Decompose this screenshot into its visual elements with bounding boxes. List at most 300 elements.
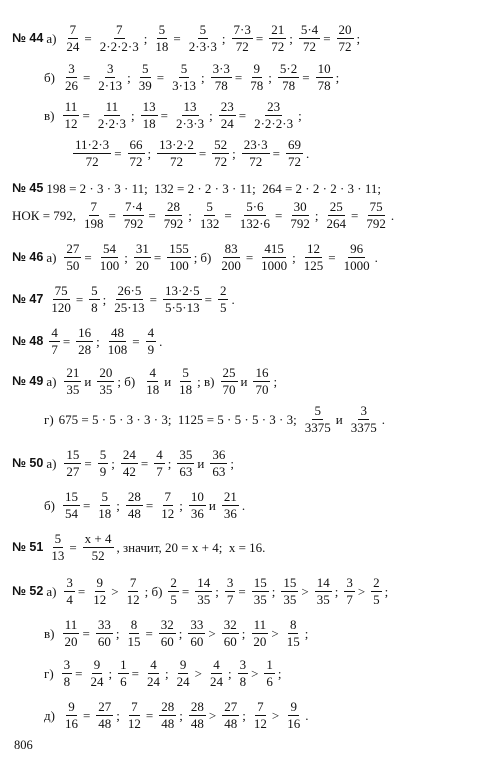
problem-number: № 50 xyxy=(12,455,44,470)
text-token: = xyxy=(198,145,207,161)
fraction-numerator: 3·3 xyxy=(212,61,230,76)
fraction-denominator: 72 xyxy=(214,153,228,169)
text-token: ; xyxy=(271,583,276,599)
page-number: 806 xyxy=(14,738,33,752)
fraction xyxy=(189,490,206,520)
fraction-numerator: 7 xyxy=(129,575,137,590)
fraction-numerator: 13 xyxy=(142,99,156,114)
fraction-numerator: 5 xyxy=(206,199,213,214)
fraction-numerator: 36 xyxy=(212,447,226,462)
fraction-numerator: 52 xyxy=(214,137,228,152)
text-token: ; xyxy=(334,583,339,599)
fraction xyxy=(302,242,326,272)
fraction xyxy=(288,200,312,230)
fraction xyxy=(344,576,355,606)
fraction-numerator: 1 xyxy=(266,657,273,672)
text-token: = xyxy=(145,625,153,641)
fraction xyxy=(248,62,265,92)
fraction-denominator: 132 xyxy=(199,215,220,231)
fraction xyxy=(198,200,222,230)
fraction-denominator: 72 xyxy=(169,153,183,169)
fraction-numerator: 3 xyxy=(68,61,75,76)
text-token: = xyxy=(173,30,181,46)
fraction-denominator: 72 xyxy=(129,153,143,169)
fraction-denominator: 4 xyxy=(66,591,73,607)
text-token: = xyxy=(114,145,122,161)
fraction-denominator: 12 xyxy=(161,505,175,521)
fraction xyxy=(349,404,379,434)
line-52d xyxy=(44,700,311,730)
fraction-numerator: 7 xyxy=(164,489,172,504)
part-label: в) xyxy=(44,625,55,641)
text-token: ; xyxy=(193,249,198,265)
text-token: = xyxy=(148,207,156,223)
fraction xyxy=(252,700,269,730)
fraction-numerator: 9 xyxy=(290,699,297,714)
text-token: и xyxy=(240,373,248,389)
fraction xyxy=(259,242,289,272)
text-token: = xyxy=(181,583,190,599)
fraction-denominator: 100 xyxy=(169,257,189,273)
fraction-numerator: 11 xyxy=(64,99,78,114)
fraction-numerator: 3 xyxy=(226,575,234,590)
fraction-numerator: 13 xyxy=(183,99,197,114)
text-token: = xyxy=(238,107,247,123)
fraction-numerator: 9 xyxy=(179,657,187,672)
fraction-denominator: 24 xyxy=(90,673,104,689)
part-label: а) xyxy=(46,373,57,389)
fraction xyxy=(97,366,114,396)
fraction-numerator: 30 xyxy=(293,199,307,214)
fraction-numerator: 5 xyxy=(54,531,62,546)
fraction-denominator: 18 xyxy=(142,115,156,131)
fraction xyxy=(62,658,73,688)
fraction-denominator: 42 xyxy=(122,463,136,479)
fraction-numerator: 8 xyxy=(130,617,138,632)
fraction-numerator: 5 xyxy=(314,403,321,418)
fraction xyxy=(211,62,232,92)
fraction xyxy=(89,284,100,314)
fraction xyxy=(285,618,302,648)
fraction-denominator: 16 xyxy=(64,715,78,731)
text-token: = xyxy=(62,333,71,349)
fraction-numerator: 96 xyxy=(350,241,364,256)
text-token: = xyxy=(255,30,264,46)
fraction-denominator: 18 xyxy=(146,381,160,397)
fraction-numerator: 16 xyxy=(78,325,92,340)
text-token: и xyxy=(208,497,216,513)
text-token: , значит, 20 = x + 4; x = 16. xyxy=(116,539,266,555)
fraction xyxy=(221,366,238,396)
part-label: б) xyxy=(44,497,55,513)
fraction-numerator: 9 xyxy=(96,575,104,590)
text-token: ; xyxy=(143,30,148,46)
fraction xyxy=(208,658,225,688)
fraction-numerator: 27 xyxy=(66,241,80,256)
text-token: ; xyxy=(167,455,172,471)
line-45 xyxy=(12,182,384,195)
fraction xyxy=(49,284,73,314)
fraction-denominator: 792 xyxy=(163,215,184,231)
fraction xyxy=(64,576,75,606)
text-token: ; xyxy=(277,665,282,681)
fraction xyxy=(76,326,93,356)
fraction-denominator: 792 xyxy=(366,215,386,231)
text-token: = xyxy=(132,333,140,349)
line-46 xyxy=(12,242,381,272)
fraction xyxy=(253,366,270,396)
fraction xyxy=(225,576,236,606)
fraction-numerator: 9 xyxy=(68,699,75,714)
fraction xyxy=(73,138,111,168)
fraction-denominator: 78 xyxy=(250,77,264,93)
fraction-denominator: 12 xyxy=(127,715,141,731)
fraction-numerator: 1 xyxy=(120,657,127,672)
fraction-numerator: 54 xyxy=(103,241,117,256)
fraction-denominator: 6 xyxy=(120,673,127,689)
fraction-denominator: 8 xyxy=(239,673,247,689)
fraction-numerator: 83 xyxy=(224,241,238,256)
problem-number: № 47 xyxy=(12,291,44,306)
problem-number: № 51 xyxy=(12,539,44,554)
fraction-denominator: 7 xyxy=(346,591,353,607)
fraction-denominator: 52 xyxy=(91,547,105,563)
text-token: = xyxy=(351,207,359,223)
fraction-numerator: 21 xyxy=(271,22,285,37)
fraction xyxy=(63,62,80,92)
fraction-denominator: 264 xyxy=(326,215,346,231)
fraction-denominator: 1000 xyxy=(343,257,370,273)
fraction-numerator: 20 xyxy=(338,22,352,37)
fraction-numerator: 28 xyxy=(166,199,180,214)
text-token: = xyxy=(82,69,91,85)
fraction-numerator: 4 xyxy=(150,657,157,672)
text-token: . xyxy=(305,145,310,161)
fraction-numerator: 5 xyxy=(91,283,98,298)
fraction-numerator: 3 xyxy=(63,657,71,672)
fraction-denominator: 60 xyxy=(97,633,111,649)
fraction-numerator: 23·3 xyxy=(243,137,268,152)
fraction-numerator: 33 xyxy=(190,617,204,632)
text-token: . xyxy=(374,249,378,265)
fraction-denominator: 12 xyxy=(64,115,78,131)
fraction-denominator: 78 xyxy=(282,77,296,93)
text-token: = xyxy=(145,497,154,513)
fraction-numerator: 21 xyxy=(223,489,237,504)
text-token: = xyxy=(84,30,92,46)
fraction-numerator: 5 xyxy=(142,61,149,76)
fraction-denominator: 60 xyxy=(160,633,174,649)
text-token: = xyxy=(204,291,212,307)
text-token: ; xyxy=(179,497,183,513)
fraction-denominator: 72 xyxy=(85,153,99,169)
fraction xyxy=(96,100,128,130)
fraction xyxy=(125,618,142,648)
fraction-numerator: 9 xyxy=(253,61,261,76)
text-token: ; xyxy=(111,455,115,471)
text-token: > xyxy=(271,625,279,641)
fraction xyxy=(163,284,202,314)
line-44a xyxy=(12,23,363,53)
fraction xyxy=(96,490,113,520)
fraction-denominator: 5 xyxy=(373,591,380,607)
text-token: > xyxy=(208,707,217,723)
fraction-numerator: 5 xyxy=(99,447,107,462)
fraction-numerator: 15 xyxy=(66,447,80,462)
fraction-denominator: 35 xyxy=(316,591,330,607)
fraction-denominator: 78 xyxy=(317,77,331,93)
text-token: = xyxy=(323,30,331,46)
text-token: ; xyxy=(102,291,107,307)
fraction xyxy=(210,448,227,478)
fraction-denominator: 15 xyxy=(127,633,141,649)
problem-number: № 46 xyxy=(12,249,44,264)
fraction xyxy=(325,200,349,230)
fraction-denominator: 5 xyxy=(170,591,177,607)
fraction-denominator: 25·13 xyxy=(114,299,145,315)
fraction-denominator: 5·5·13 xyxy=(164,299,200,315)
fraction-denominator: 1000 xyxy=(261,257,288,273)
text-token: ; xyxy=(178,625,183,641)
text-token: = xyxy=(82,707,91,723)
fraction-denominator: 39 xyxy=(138,77,152,93)
line-47 xyxy=(12,284,238,314)
fraction-numerator: 75 xyxy=(54,283,68,298)
fraction-numerator: 7 xyxy=(131,699,138,714)
line-44b xyxy=(44,62,342,92)
problem-number: № 49 xyxy=(12,373,44,388)
fraction-denominator: 8 xyxy=(91,299,98,315)
fraction-numerator: 7 xyxy=(257,699,264,714)
fraction xyxy=(64,23,81,53)
text-token: ; xyxy=(209,107,213,123)
fraction xyxy=(371,576,382,606)
fraction-denominator: 50 xyxy=(66,257,80,273)
fraction-numerator: 31 xyxy=(135,241,149,256)
text-token: ; xyxy=(314,207,319,223)
problem-number: № 44 xyxy=(12,30,44,45)
line-50a xyxy=(12,448,237,478)
fraction xyxy=(168,576,179,606)
fraction-numerator: 5·6 xyxy=(246,199,264,214)
text-token: . xyxy=(305,707,309,723)
text-token: ; xyxy=(273,373,278,389)
fraction xyxy=(238,658,249,688)
fraction-numerator: 2 xyxy=(219,283,227,298)
fraction xyxy=(64,366,81,396)
text-token: > xyxy=(357,583,366,599)
fraction xyxy=(49,326,60,356)
fraction-denominator: 120 xyxy=(51,299,71,315)
fraction-numerator: 9 xyxy=(93,657,101,672)
fraction-numerator: 5 xyxy=(199,22,207,37)
fraction xyxy=(315,576,332,606)
text-token: НОК = 792, xyxy=(12,207,77,223)
fraction xyxy=(154,448,165,478)
fraction xyxy=(82,200,106,230)
text-token: ; xyxy=(124,249,128,265)
fraction xyxy=(342,242,372,272)
fraction xyxy=(219,100,236,130)
fraction-numerator: 5·4 xyxy=(300,22,319,37)
fraction-denominator: 72 xyxy=(235,38,249,54)
fraction-numerator: x + 4 xyxy=(84,531,112,546)
problem-number: № 48 xyxy=(12,333,44,348)
text-token: = xyxy=(84,249,92,265)
fraction xyxy=(159,700,176,730)
fraction xyxy=(91,576,108,606)
fraction xyxy=(98,242,122,272)
text-token: ; xyxy=(115,625,120,641)
fraction-numerator: 11 xyxy=(105,99,119,114)
part-label: д) xyxy=(44,707,55,723)
fraction xyxy=(63,490,80,520)
fraction-numerator: 24 xyxy=(122,447,136,462)
text-token: = xyxy=(245,249,254,265)
line-49 xyxy=(12,366,280,396)
text-token: ; xyxy=(241,625,246,641)
fraction xyxy=(122,200,146,230)
text-token: ; xyxy=(356,30,361,46)
fraction xyxy=(96,700,113,730)
fraction-numerator: 26·5 xyxy=(117,283,142,298)
fraction-numerator: 7 xyxy=(69,22,77,37)
fraction xyxy=(96,618,113,648)
fraction-numerator: 415 xyxy=(264,241,284,256)
text-token: ; xyxy=(289,30,293,46)
text-token: . xyxy=(159,333,163,349)
fraction-denominator: 35 xyxy=(99,381,113,397)
fraction-denominator: 27 xyxy=(66,463,80,479)
fraction-numerator: 4 xyxy=(156,447,163,462)
fraction-numerator: 8 xyxy=(289,617,297,632)
fraction-numerator: 14 xyxy=(197,575,211,590)
line-50b xyxy=(44,490,248,520)
fraction xyxy=(137,62,154,92)
fraction-numerator: 28 xyxy=(190,699,204,714)
text-token: = xyxy=(84,455,92,471)
fraction xyxy=(189,700,206,730)
part-label: а) xyxy=(46,455,57,471)
text-token: ; xyxy=(127,69,131,85)
fraction xyxy=(177,366,194,396)
fraction xyxy=(337,23,354,53)
text-token: ; б) xyxy=(117,373,136,389)
fraction xyxy=(167,242,191,272)
fraction-numerator: 21 xyxy=(66,365,80,380)
fraction xyxy=(269,23,286,53)
fraction xyxy=(303,404,333,434)
line-52v xyxy=(44,618,311,648)
text-token: . xyxy=(231,291,235,307)
fraction-denominator: 24 xyxy=(176,673,190,689)
fraction-numerator: 35 xyxy=(179,447,193,462)
fraction xyxy=(170,62,198,92)
fraction-numerator: 5 xyxy=(158,22,166,37)
problem-number: № 45 xyxy=(12,181,44,196)
fraction xyxy=(188,618,205,648)
part-label: б) xyxy=(44,69,55,85)
fraction xyxy=(222,700,239,730)
text-token: = xyxy=(75,291,84,307)
fraction xyxy=(278,62,299,92)
fraction-numerator: 4 xyxy=(147,325,155,340)
fraction xyxy=(238,200,272,230)
text-token: ; xyxy=(242,707,246,723)
part-label: а) xyxy=(46,583,57,599)
fraction-denominator: 35 xyxy=(253,591,267,607)
text-token: > xyxy=(251,665,259,681)
fraction-denominator: 70 xyxy=(255,381,269,397)
text-token: = xyxy=(160,107,168,123)
fraction-denominator: 15 xyxy=(286,633,300,649)
fraction xyxy=(62,100,79,130)
fraction-denominator: 36 xyxy=(190,505,204,521)
text-token: = xyxy=(302,69,310,85)
text-token: ; xyxy=(304,625,309,641)
fraction-denominator: 7 xyxy=(51,341,58,357)
fraction-denominator: 20 xyxy=(253,633,267,649)
line-45-lcm xyxy=(12,200,397,230)
text-token: ; xyxy=(215,583,219,599)
fraction-numerator: 5 xyxy=(180,61,188,76)
text-token: > xyxy=(111,583,119,599)
fraction xyxy=(218,284,229,314)
fraction xyxy=(242,138,270,168)
fraction-denominator: 18 xyxy=(98,505,112,521)
fraction-numerator: 15 xyxy=(253,575,267,590)
text-token: и xyxy=(84,373,92,389)
part-label: а) xyxy=(46,249,57,265)
text-token: ; xyxy=(179,707,183,723)
fraction-denominator: 792 xyxy=(290,215,310,231)
part-label: а) xyxy=(46,30,57,46)
fraction-numerator: 13·2·5 xyxy=(164,283,200,298)
text-token: . xyxy=(390,207,395,223)
fraction-denominator: 48 xyxy=(98,715,112,731)
fraction-denominator: 72 xyxy=(271,38,285,54)
line-52a xyxy=(12,576,391,606)
text-token: и xyxy=(164,373,172,389)
fraction-denominator: 9 xyxy=(147,341,155,357)
fraction xyxy=(134,242,151,272)
text-token: ; в) xyxy=(197,373,215,389)
fraction xyxy=(177,448,194,478)
part-label: г) xyxy=(44,411,54,427)
fraction-numerator: 4 xyxy=(213,657,220,672)
fraction xyxy=(212,138,229,168)
text-token: = xyxy=(224,207,232,223)
fraction xyxy=(112,284,146,314)
fraction-denominator: 7 xyxy=(226,591,234,607)
fraction-numerator: 2 xyxy=(373,575,380,590)
text-token: 675 = 5 · 5 · 3 · 3 · 3; 1125 = 5 · 5 · 5 · 3 · 3; xyxy=(58,411,297,427)
text-token: ; xyxy=(96,333,100,349)
line-51 xyxy=(12,532,268,562)
fraction-denominator: 63 xyxy=(179,463,193,479)
fraction xyxy=(157,138,196,168)
fraction-denominator: 2·2·3 xyxy=(97,115,126,131)
fraction-numerator: 33 xyxy=(97,617,111,632)
fraction xyxy=(364,200,388,230)
fraction xyxy=(121,448,138,478)
text-token: ; xyxy=(116,497,120,513)
fraction-numerator: 11 xyxy=(253,617,267,632)
text-token: > xyxy=(208,625,216,641)
fraction xyxy=(89,658,106,688)
fraction-numerator: 2 xyxy=(170,575,177,590)
text-token: = xyxy=(82,497,91,513)
